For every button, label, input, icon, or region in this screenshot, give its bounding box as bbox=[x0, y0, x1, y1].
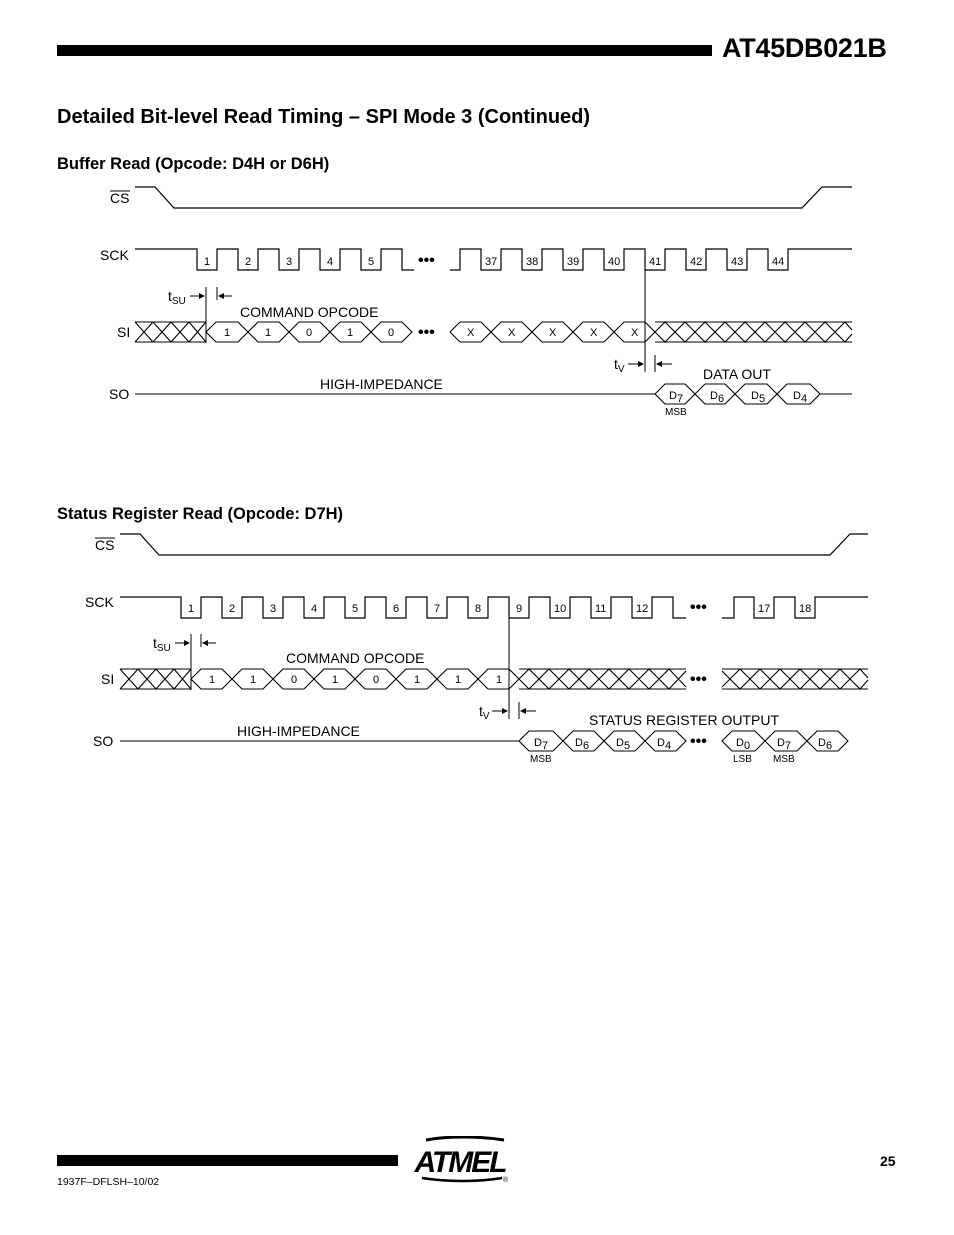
tsu-arrowhead-left bbox=[199, 293, 205, 299]
data-bit: D4 bbox=[657, 737, 672, 752]
sck-clock-numbers-b bbox=[758, 603, 811, 615]
sck-signal-label: SCK bbox=[100, 247, 129, 263]
opcode-bit: 1 bbox=[496, 674, 503, 686]
address-bit: X bbox=[590, 327, 598, 339]
si-signal-label: SI bbox=[117, 324, 131, 340]
high-impedance-label: HIGH-IMPEDANCE bbox=[237, 723, 360, 739]
sck-ellipsis: ••• bbox=[418, 252, 435, 269]
high-impedance-label: HIGH-IMPEDANCE bbox=[320, 376, 443, 392]
tsu-arrowhead-right bbox=[202, 640, 208, 646]
sck-waveform-b bbox=[722, 597, 868, 618]
data-bit: D5 bbox=[616, 737, 631, 752]
lsb-label: LSB bbox=[733, 754, 752, 765]
command-opcode-label: COMMAND OPCODE bbox=[240, 304, 379, 320]
opcode-bit: 1 bbox=[224, 327, 231, 339]
clock-number: 5 bbox=[352, 603, 359, 615]
tv-arrowhead-left bbox=[502, 708, 508, 714]
data-bit: D4 bbox=[793, 390, 808, 405]
si-ellipsis: ••• bbox=[690, 671, 707, 688]
buffer-read-timing-diagram bbox=[0, 175, 954, 435]
clock-number: 4 bbox=[311, 603, 318, 615]
clock-number: 7 bbox=[434, 603, 441, 615]
opcode-bit: 1 bbox=[332, 674, 339, 686]
msb-label: MSB bbox=[530, 754, 552, 765]
opcode-bit: 1 bbox=[265, 327, 272, 339]
sck-clock-numbers-a bbox=[204, 256, 374, 268]
clock-number: 41 bbox=[649, 256, 662, 268]
sck-clock-numbers-b bbox=[485, 256, 784, 268]
opcode-bit: 0 bbox=[388, 327, 395, 339]
data-bit: D6 bbox=[710, 390, 725, 405]
clock-number: 39 bbox=[567, 256, 580, 268]
so-waveform bbox=[135, 384, 852, 404]
status-register-read-title: Status Register Read (Opcode: D7H) bbox=[57, 505, 344, 523]
clock-number: 4 bbox=[327, 256, 334, 268]
clock-number: 1 bbox=[188, 603, 195, 615]
clock-number: 5 bbox=[368, 256, 375, 268]
data-bit: D7 bbox=[777, 737, 792, 752]
clock-number: 17 bbox=[758, 603, 771, 615]
opcode-bit: 1 bbox=[455, 674, 462, 686]
so-ellipsis: ••• bbox=[690, 733, 707, 750]
so-signal-label: SO bbox=[109, 386, 130, 402]
address-bit: X bbox=[549, 327, 557, 339]
tv-label: $t_V$ bbox=[614, 356, 625, 375]
data-bit: D6 bbox=[575, 737, 590, 752]
footer-bar bbox=[57, 1155, 398, 1166]
command-opcode-label: COMMAND OPCODE bbox=[286, 650, 425, 666]
sck-clock-numbers-a bbox=[188, 603, 648, 615]
opcode-bit: 1 bbox=[209, 674, 216, 686]
clock-number: 6 bbox=[393, 603, 400, 615]
clock-number: 12 bbox=[636, 603, 649, 615]
page-number: 25 bbox=[880, 1153, 896, 1169]
msb-label: MSB bbox=[665, 407, 687, 418]
so-signal-label: SO bbox=[93, 733, 114, 749]
msb-label-2: MSB bbox=[773, 754, 795, 765]
clock-number: 18 bbox=[799, 603, 812, 615]
atmel-logo bbox=[408, 1136, 512, 1186]
opcode-bit: 0 bbox=[291, 674, 298, 686]
cs-signal-label: CS bbox=[110, 190, 130, 206]
status-register-output-label: STATUS REGISTER OUTPUT bbox=[589, 712, 780, 728]
opcode-bit: 1 bbox=[347, 327, 354, 339]
opcode-bit: 0 bbox=[373, 674, 380, 686]
sck-signal-label: SCK bbox=[85, 594, 114, 610]
tv-arrowhead-right bbox=[656, 361, 662, 367]
clock-number: 44 bbox=[772, 256, 785, 268]
clock-number: 9 bbox=[516, 603, 523, 615]
tv-arrowhead-right bbox=[520, 708, 526, 714]
clock-number: 38 bbox=[526, 256, 539, 268]
tv-arrowhead-left bbox=[638, 361, 644, 367]
clock-number: 43 bbox=[731, 256, 744, 268]
clock-number: 1 bbox=[204, 256, 211, 268]
data-bit: D6 bbox=[818, 737, 833, 752]
section-title: Detailed Bit-level Read Timing – SPI Mode 3 (Continued) bbox=[57, 106, 591, 128]
atmel-logo-text: ATMEL bbox=[414, 1146, 506, 1179]
data-bit: D7 bbox=[534, 737, 549, 752]
opcode-bit: 1 bbox=[414, 674, 421, 686]
data-bit: D7 bbox=[669, 390, 684, 405]
tv-label: $t_V$ bbox=[479, 703, 490, 722]
tsu-arrowhead-right bbox=[218, 293, 224, 299]
clock-number: 3 bbox=[286, 256, 293, 268]
data-out-label: DATA OUT bbox=[703, 366, 771, 382]
registered-mark: ® bbox=[503, 1177, 509, 1184]
tsu-label: $t_{SU}$ bbox=[153, 635, 171, 654]
cs-waveform bbox=[135, 187, 852, 208]
data-bit: D5 bbox=[751, 390, 766, 405]
clock-number: 2 bbox=[229, 603, 236, 615]
clock-number: 2 bbox=[245, 256, 252, 268]
address-bit: X bbox=[631, 327, 639, 339]
clock-number: 11 bbox=[595, 603, 607, 615]
si-ellipsis: ••• bbox=[418, 324, 435, 341]
data-bit: D0 bbox=[736, 737, 751, 752]
si-signal-label: SI bbox=[101, 671, 115, 687]
address-bit: X bbox=[467, 327, 475, 339]
address-bit: X bbox=[508, 327, 516, 339]
si-waveform bbox=[120, 669, 868, 689]
opcode-bit: 1 bbox=[250, 674, 257, 686]
status-register-read-timing-diagram bbox=[0, 522, 954, 772]
clock-number: 40 bbox=[608, 256, 621, 268]
clock-number: 10 bbox=[554, 603, 567, 615]
tsu-label: $t_{SU}$ bbox=[168, 288, 186, 307]
clock-number: 3 bbox=[270, 603, 277, 615]
clock-number: 37 bbox=[485, 256, 498, 268]
header-bar bbox=[57, 45, 712, 56]
opcode-bit: 0 bbox=[306, 327, 313, 339]
cs-waveform bbox=[120, 534, 868, 555]
clock-number: 42 bbox=[690, 256, 703, 268]
document-title: AT45DB021B bbox=[722, 33, 887, 63]
tsu-arrowhead-left bbox=[184, 640, 190, 646]
clock-number: 8 bbox=[475, 603, 482, 615]
buffer-read-title: Buffer Read (Opcode: D4H or D6H) bbox=[57, 155, 330, 173]
document-code: 1937F–DFLSH–10/02 bbox=[57, 1176, 160, 1188]
cs-signal-label: CS bbox=[95, 537, 115, 553]
sck-ellipsis: ••• bbox=[690, 599, 707, 616]
si-waveform bbox=[135, 322, 852, 342]
